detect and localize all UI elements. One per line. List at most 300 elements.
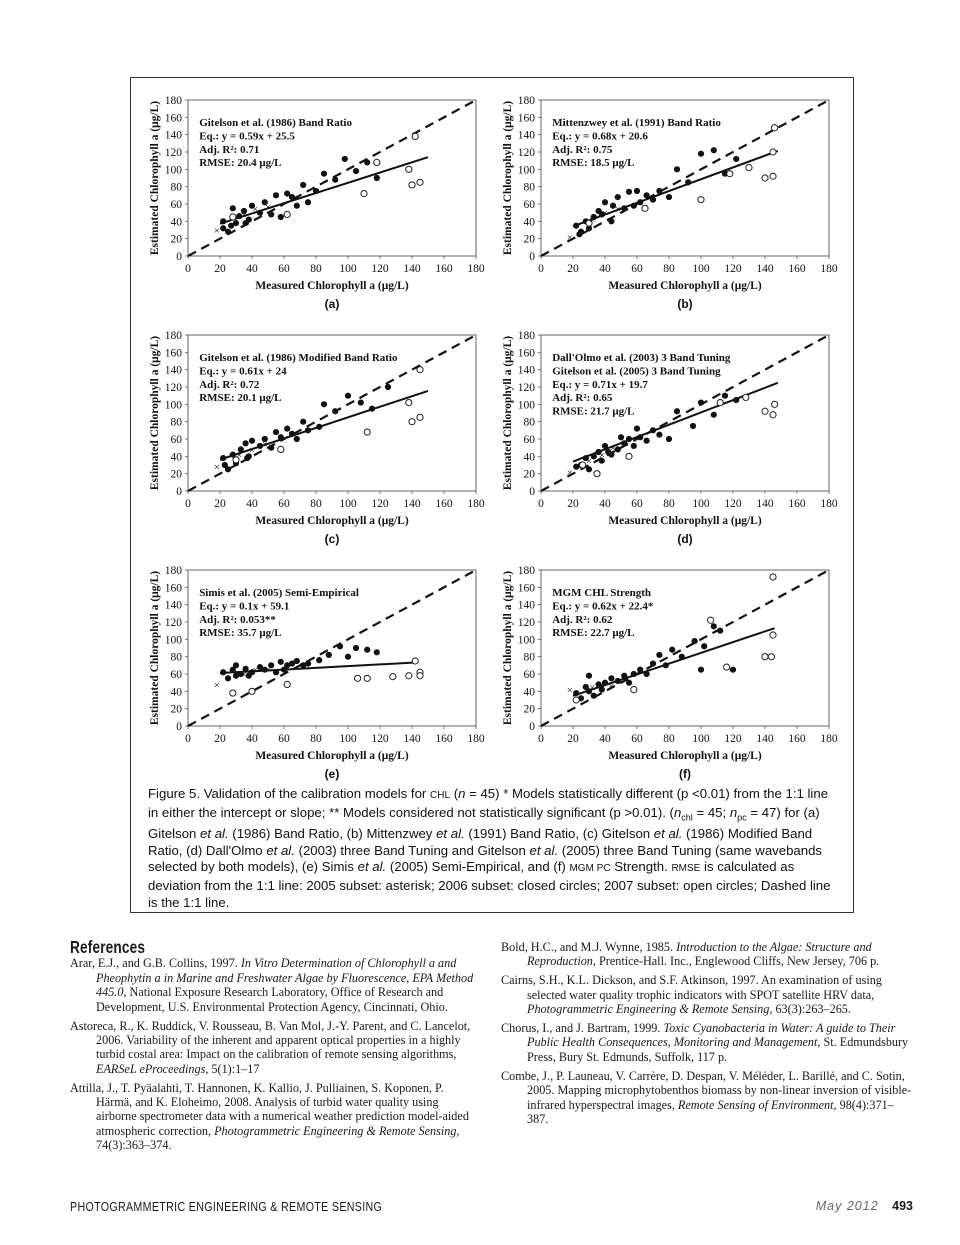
data-point-2006 bbox=[621, 205, 627, 211]
y-tick-label: 160 bbox=[164, 582, 182, 595]
data-point-2006 bbox=[631, 443, 637, 449]
model-annotation: Gitelson et al. (1986) Band Ratio bbox=[199, 117, 352, 129]
data-point-2005: × bbox=[589, 682, 596, 694]
x-tick-label: 60 bbox=[631, 263, 643, 275]
data-point-2006 bbox=[626, 680, 632, 686]
y-tick-label: 60 bbox=[523, 669, 535, 681]
panel-letter: (a) bbox=[324, 297, 340, 311]
data-point-2006 bbox=[281, 667, 287, 673]
data-point-2006 bbox=[685, 179, 691, 185]
data-point-2007 bbox=[724, 664, 730, 670]
data-point-2006 bbox=[300, 182, 306, 188]
data-point-2006 bbox=[316, 657, 322, 663]
reference-entry bbox=[501, 1069, 913, 1127]
data-point-2007 bbox=[573, 697, 579, 703]
scatter-plot bbox=[148, 562, 488, 790]
scatter-plot bbox=[148, 327, 488, 555]
references-heading: References bbox=[70, 937, 146, 957]
reference-text: Attilla, J., T. Pyäalahti, T. Hannonen, K. Kallio, J. Pulliainen, S. Koponen, P. Härmä, and K. Eloheimo, 2008. Analysis of turbid water quality using airborne spectrometer data with a numerical weather prediction model-aided atmospheric correction, bbox=[70, 1080, 469, 1138]
data-point-2006 bbox=[634, 426, 640, 432]
reference-entry bbox=[70, 1019, 482, 1077]
data-point-2006 bbox=[626, 189, 632, 195]
data-point-2005: × bbox=[240, 669, 248, 681]
x-axis-label: Measured Chlorophyll a (μg/L) bbox=[608, 750, 762, 762]
y-tick-label: 20 bbox=[170, 703, 182, 716]
y-tick-label: 60 bbox=[170, 434, 182, 446]
data-point-2006 bbox=[602, 443, 608, 449]
data-point-2006 bbox=[650, 197, 656, 203]
x-tick-label: 140 bbox=[756, 498, 774, 510]
reference-title: In Vitro Determination of Chlorophyll a and Pheophytin a in Marine and Freshwater Algae by Fluorescence, EPA Method 445.0 bbox=[96, 956, 474, 1000]
data-point-2006 bbox=[674, 408, 680, 414]
y-tick-label: 40 bbox=[523, 686, 535, 699]
data-point-2005: × bbox=[601, 207, 609, 220]
panel-letter: (f) bbox=[679, 767, 691, 781]
data-point-2006 bbox=[300, 419, 306, 425]
y-tick-label: 160 bbox=[517, 582, 535, 595]
model-annotation: Adj. R²: 0.053** bbox=[199, 613, 276, 626]
y-tick-label: 0 bbox=[529, 486, 535, 498]
mgm-pc-smallcaps: MGM PC bbox=[569, 863, 611, 875]
y-tick-label: 80 bbox=[170, 181, 182, 194]
data-point-2006 bbox=[722, 393, 728, 399]
x-tick-label: 80 bbox=[310, 263, 322, 275]
reference-text: , 74(3):363–374. bbox=[96, 1123, 460, 1153]
y-tick-label: 120 bbox=[517, 147, 535, 159]
x-tick-label: 120 bbox=[371, 263, 389, 275]
model-annotation: Mittenzwey et al. (1991) Band Ratio bbox=[552, 117, 721, 129]
chl-smallcaps: CHL bbox=[430, 790, 451, 801]
y-tick-label: 100 bbox=[517, 164, 535, 177]
caption-text: (1986) Band Ratio, (b) Mittenzwey bbox=[228, 826, 437, 842]
y-tick-label: 180 bbox=[517, 565, 535, 577]
data-point-2006 bbox=[637, 434, 643, 440]
y-tick-label: 40 bbox=[170, 451, 182, 464]
data-point-2005: × bbox=[264, 201, 272, 214]
y-tick-label: 140 bbox=[164, 364, 182, 377]
data-point-2007 bbox=[770, 412, 776, 418]
data-point-2007 bbox=[412, 133, 418, 139]
scatter-plot bbox=[501, 562, 841, 790]
caption-text: ( bbox=[453, 786, 459, 801]
model-annotation: Adj. R²: 0.65 bbox=[552, 392, 613, 405]
data-point-2007 bbox=[772, 401, 778, 407]
data-point-2006 bbox=[711, 147, 717, 153]
y-tick-label: 20 bbox=[170, 233, 182, 246]
x-tick-label: 0 bbox=[185, 263, 191, 275]
y-tick-label: 120 bbox=[517, 617, 535, 629]
x-tick-label: 40 bbox=[246, 733, 258, 745]
data-point-2006 bbox=[289, 431, 295, 437]
caption-text: (2005) three Band Tuning (same wavebands selected by both models), (e) Simis bbox=[148, 842, 823, 875]
data-point-2005: × bbox=[589, 214, 596, 227]
model-annotation: RMSE: 21.7 μg/L bbox=[552, 405, 635, 418]
data-point-2005: × bbox=[598, 449, 605, 462]
scatter-plot bbox=[148, 92, 488, 320]
data-point-2006 bbox=[305, 427, 311, 433]
x-tick-label: 160 bbox=[788, 733, 806, 745]
x-tick-label: 120 bbox=[724, 263, 742, 275]
model-annotation: Eq.: y = 0.59x + 25.5 bbox=[199, 130, 295, 143]
data-point-2007 bbox=[417, 367, 423, 373]
x-tick-label: 160 bbox=[435, 498, 453, 510]
scatter-plot bbox=[501, 92, 841, 320]
caption-italic: n bbox=[729, 804, 738, 820]
data-point-2006 bbox=[602, 199, 608, 205]
reference-title: Photogrammetric Engineering & Remote Sensing bbox=[527, 1002, 770, 1017]
reference-text: , National Exposure Research Laboratory, Office of Research and Development, U.S. Environmental Protection Agency, Cincinnati, Ohio. bbox=[96, 985, 448, 1014]
data-point-2005: × bbox=[566, 231, 573, 244]
reference-text: Chorus, I., and J. Bartram, 1999. bbox=[501, 1021, 664, 1036]
model-annotation: RMSE: 35.7 μg/L bbox=[199, 627, 282, 640]
data-point-2006 bbox=[626, 436, 632, 442]
data-point-2006 bbox=[692, 638, 698, 644]
x-tick-label: 0 bbox=[185, 498, 191, 510]
y-tick-label: 0 bbox=[529, 251, 535, 263]
y-tick-label: 80 bbox=[170, 416, 182, 429]
reference-text: Astoreca, R., K. Ruddick, V. Rousseau, B. Van Mol, J.-Y. Parent, and C. Lancelot, 2006. Variability of the inherent and apparent optical properties in a highly turbid costal area: Impact on the calibration of remote sensing algorithms, bbox=[70, 1018, 471, 1062]
x-tick-label: 180 bbox=[467, 733, 485, 745]
y-tick-label: 20 bbox=[523, 233, 535, 246]
data-point-2006 bbox=[353, 168, 359, 174]
data-point-2007 bbox=[417, 673, 423, 679]
data-point-2006 bbox=[294, 203, 300, 209]
reference-entry bbox=[70, 956, 482, 1014]
data-point-2006 bbox=[364, 159, 370, 165]
x-tick-label: 0 bbox=[538, 733, 544, 745]
data-point-2006 bbox=[717, 628, 723, 634]
figure-5 bbox=[130, 77, 854, 913]
x-tick-label: 120 bbox=[724, 498, 742, 510]
data-point-2006 bbox=[637, 199, 643, 205]
y-tick-label: 180 bbox=[164, 95, 182, 107]
data-point-2006 bbox=[345, 654, 351, 660]
data-point-2007 bbox=[642, 205, 648, 211]
data-point-2006 bbox=[273, 192, 279, 198]
x-tick-label: 80 bbox=[663, 263, 675, 275]
data-point-2006 bbox=[631, 671, 637, 677]
data-point-2005: × bbox=[213, 679, 220, 692]
y-tick-label: 120 bbox=[517, 382, 535, 394]
data-point-2006 bbox=[332, 408, 338, 414]
x-axis-label: Measured Chlorophyll a (μg/L) bbox=[608, 280, 762, 292]
x-axis-label: Measured Chlorophyll a (μg/L) bbox=[608, 515, 762, 527]
x-tick-label: 180 bbox=[820, 263, 838, 275]
model-annotation: RMSE: 20.4 μg/L bbox=[199, 157, 282, 170]
panel-letter: (b) bbox=[677, 297, 693, 311]
x-tick-label: 0 bbox=[538, 498, 544, 510]
data-point-2006 bbox=[243, 440, 249, 446]
data-point-2005: × bbox=[264, 663, 272, 676]
reference-title: Photogrammetric Engineering & Remote Sensing bbox=[214, 1123, 457, 1138]
reference-text: , 63(3):263–265. bbox=[769, 1002, 851, 1017]
data-point-2005: × bbox=[585, 455, 593, 468]
data-point-2007 bbox=[762, 408, 768, 414]
data-point-2006 bbox=[573, 223, 579, 229]
page-footer bbox=[816, 1199, 913, 1213]
reference-list bbox=[70, 956, 482, 1152]
data-point-2006 bbox=[220, 669, 226, 675]
data-point-2006 bbox=[576, 231, 582, 237]
data-point-2006 bbox=[337, 643, 343, 649]
x-tick-label: 140 bbox=[756, 263, 774, 275]
x-tick-label: 40 bbox=[599, 263, 611, 275]
data-point-2006 bbox=[663, 662, 669, 668]
caption-sub: chl bbox=[681, 812, 693, 823]
caption-text: Validation of the calibration models for bbox=[203, 786, 427, 801]
data-point-2007 bbox=[409, 419, 415, 425]
data-point-2007 bbox=[364, 675, 370, 681]
data-point-2006 bbox=[656, 188, 662, 194]
y-tick-label: 40 bbox=[170, 216, 182, 229]
data-point-2006 bbox=[608, 218, 614, 224]
x-tick-label: 80 bbox=[663, 733, 675, 745]
data-point-2007 bbox=[230, 214, 236, 220]
data-point-2006 bbox=[230, 205, 236, 211]
y-tick-label: 80 bbox=[523, 181, 535, 194]
model-annotation: Gitelson et al. (2005) 3 Band Tuning bbox=[552, 365, 721, 378]
x-tick-label: 120 bbox=[724, 733, 742, 745]
y-tick-label: 80 bbox=[170, 651, 182, 664]
data-point-2006 bbox=[669, 647, 675, 653]
y-tick-label: 140 bbox=[164, 599, 182, 612]
caption-text: = 47) for (a) Gitelson bbox=[148, 804, 820, 842]
data-point-2006 bbox=[733, 397, 739, 403]
model-annotation: Eq.: y = 0.68x + 20.6 bbox=[552, 130, 648, 143]
data-point-2006 bbox=[284, 426, 290, 432]
y-tick-label: 120 bbox=[164, 617, 182, 629]
data-point-2007 bbox=[230, 690, 236, 696]
x-tick-label: 60 bbox=[631, 733, 643, 745]
x-tick-label: 180 bbox=[820, 733, 838, 745]
data-point-2006 bbox=[278, 434, 284, 440]
data-point-2006 bbox=[294, 436, 300, 442]
data-point-2006 bbox=[220, 225, 226, 231]
model-annotation: Adj. R²: 0.62 bbox=[552, 613, 613, 626]
data-point-2006 bbox=[618, 434, 624, 440]
data-point-2007 bbox=[406, 400, 412, 406]
chart-panel-d bbox=[501, 327, 841, 555]
reference-text: , St. Edmundsbury Press, Bury St. Edmunds, Suffolk, 117 p. bbox=[527, 1035, 909, 1064]
x-axis-label: Measured Chlorophyll a (μg/L) bbox=[255, 280, 409, 292]
data-point-2007 bbox=[355, 675, 361, 681]
caption-italic: n bbox=[673, 804, 682, 820]
data-point-2006 bbox=[690, 423, 696, 429]
y-tick-label: 160 bbox=[164, 347, 182, 360]
model-annotation: MGM CHL Strength bbox=[552, 587, 651, 599]
data-point-2006 bbox=[305, 199, 311, 205]
data-point-2006 bbox=[321, 171, 327, 177]
data-point-2006 bbox=[313, 188, 319, 194]
reference-text: Bold, H.C., and M.J. Wynne, 1985. bbox=[501, 940, 677, 954]
data-point-2006 bbox=[637, 667, 643, 673]
data-point-2005: × bbox=[566, 684, 573, 697]
x-tick-label: 180 bbox=[467, 498, 485, 510]
reference-entry bbox=[70, 1081, 482, 1153]
data-point-2007 bbox=[390, 674, 396, 680]
data-point-2007 bbox=[406, 673, 412, 679]
caption-italic: et al. bbox=[653, 826, 683, 842]
y-tick-label: 0 bbox=[529, 721, 535, 733]
caption-text: (1986) Modified Band Ratio, (d) Dall'Olmo bbox=[148, 826, 813, 858]
x-tick-label: 140 bbox=[756, 733, 774, 745]
y-tick-label: 180 bbox=[164, 330, 182, 342]
data-point-2006 bbox=[249, 438, 255, 444]
data-point-2007 bbox=[770, 149, 776, 155]
x-tick-label: 20 bbox=[567, 733, 579, 745]
x-tick-label: 180 bbox=[467, 263, 485, 275]
panel-letter: (e) bbox=[324, 767, 340, 781]
data-point-2005: × bbox=[598, 679, 605, 692]
reference-text: Combe, J., P. Launeau, V. Carrère, D. Despan, V. Méléder, L. Barillé, and C. Sotin, 2005. Mapping microphytobenthos biomass by non-linear inversion of visible-infrared hyperspectral images, bbox=[501, 1068, 912, 1112]
y-tick-label: 140 bbox=[517, 129, 535, 142]
model-annotation: RMSE: 18.5 μg/L bbox=[552, 157, 635, 170]
y-tick-label: 100 bbox=[517, 634, 535, 647]
data-point-2007 bbox=[743, 394, 749, 400]
data-point-2007 bbox=[278, 446, 284, 452]
data-point-2006 bbox=[634, 188, 640, 194]
x-tick-label: 20 bbox=[567, 498, 579, 510]
reference-text: , 5(1):1–17 bbox=[205, 1061, 260, 1076]
model-annotation: Dall'Olmo et al. (2003) 3 Band Tuning bbox=[552, 352, 731, 364]
data-point-2006 bbox=[730, 667, 736, 673]
references-right-column bbox=[501, 940, 913, 1131]
data-point-2006 bbox=[631, 203, 637, 209]
panel-letter: (d) bbox=[677, 532, 693, 546]
reference-title: EARSeL eProceedings bbox=[96, 1061, 206, 1076]
data-point-2005: × bbox=[261, 438, 268, 451]
x-tick-label: 40 bbox=[246, 263, 258, 275]
y-axis-label: Estimated Chlorophyll a (μg/L) bbox=[502, 335, 514, 491]
figure-caption bbox=[148, 786, 838, 912]
data-point-2007 bbox=[417, 414, 423, 420]
data-point-2006 bbox=[353, 645, 359, 651]
x-tick-label: 180 bbox=[820, 498, 838, 510]
data-point-2006 bbox=[321, 401, 327, 407]
x-tick-label: 100 bbox=[339, 498, 357, 510]
caption-italic: et al. bbox=[529, 842, 559, 858]
model-annotation: Eq.: y = 0.61x + 24 bbox=[199, 365, 287, 378]
model-annotation: Eq.: y = 0.1x + 59.1 bbox=[199, 600, 290, 613]
y-tick-label: 100 bbox=[517, 399, 535, 412]
x-tick-label: 60 bbox=[278, 263, 290, 275]
caption-text: Strength. bbox=[614, 859, 668, 875]
x-tick-label: 80 bbox=[310, 733, 322, 745]
data-point-2007 bbox=[762, 175, 768, 181]
data-point-2006 bbox=[294, 658, 300, 664]
y-tick-label: 140 bbox=[164, 129, 182, 142]
data-point-2006 bbox=[650, 427, 656, 433]
data-point-2007 bbox=[717, 400, 723, 406]
x-tick-label: 100 bbox=[339, 733, 357, 745]
data-point-2006 bbox=[220, 218, 226, 224]
data-point-2006 bbox=[644, 192, 650, 198]
caption-text: (2003) three Band Tuning and Gitelson bbox=[294, 842, 530, 858]
chart-panel-f bbox=[501, 562, 841, 790]
model-annotation: Gitelson et al. (1986) Modified Band Ratio bbox=[199, 352, 398, 364]
data-point-2007 bbox=[249, 688, 255, 694]
data-point-2006 bbox=[332, 177, 338, 183]
data-point-2006 bbox=[698, 667, 704, 673]
x-tick-label: 20 bbox=[214, 733, 226, 745]
reference-text: , Prentice-Hall. Inc., Englewood Cliffs, New Jersey, 706 p. bbox=[592, 954, 880, 969]
y-tick-label: 140 bbox=[517, 599, 535, 612]
caption-text: (2005) Semi-Empirical, and (f) bbox=[386, 859, 566, 875]
y-tick-label: 180 bbox=[164, 565, 182, 577]
x-tick-label: 160 bbox=[435, 263, 453, 275]
x-tick-label: 100 bbox=[692, 733, 710, 745]
data-point-2006 bbox=[621, 440, 627, 446]
data-point-2006 bbox=[650, 661, 656, 667]
data-point-2006 bbox=[586, 673, 592, 679]
data-point-2006 bbox=[698, 400, 704, 406]
caption-text: = 45) * Models statistically different (p <0.01) from the 1:1 line in either the intercept or slope; ** Models considered not statistically significant (p >0.01). ( bbox=[148, 786, 829, 820]
page-number: 493 bbox=[892, 1199, 913, 1213]
data-point-2006 bbox=[289, 194, 295, 200]
scatter-plot bbox=[501, 327, 841, 555]
panel-letter: (c) bbox=[324, 532, 340, 546]
x-tick-label: 100 bbox=[692, 263, 710, 275]
data-point-2007 bbox=[409, 182, 415, 188]
y-tick-label: 20 bbox=[170, 468, 182, 481]
x-tick-label: 160 bbox=[435, 733, 453, 745]
data-point-2007 bbox=[746, 165, 752, 171]
data-point-2006 bbox=[615, 194, 621, 200]
x-tick-label: 120 bbox=[371, 733, 389, 745]
data-point-2005: × bbox=[609, 442, 617, 455]
y-tick-label: 60 bbox=[170, 199, 182, 211]
data-point-2006 bbox=[268, 445, 274, 451]
data-point-2006 bbox=[644, 671, 650, 677]
y-tick-label: 20 bbox=[523, 703, 535, 716]
y-tick-label: 180 bbox=[517, 330, 535, 342]
chart-panel-b bbox=[501, 92, 841, 320]
x-tick-label: 0 bbox=[538, 263, 544, 275]
data-point-2007 bbox=[631, 687, 637, 693]
data-point-2006 bbox=[644, 438, 650, 444]
data-point-2006 bbox=[222, 462, 228, 468]
data-point-2005: × bbox=[240, 209, 248, 222]
reference-list bbox=[501, 940, 913, 1126]
x-tick-label: 140 bbox=[403, 498, 421, 510]
data-point-2007 bbox=[417, 179, 423, 185]
y-tick-label: 60 bbox=[170, 669, 182, 681]
data-point-2007 bbox=[698, 197, 704, 203]
x-tick-label: 140 bbox=[403, 263, 421, 275]
model-annotation: Eq.: y = 0.62x + 22.4* bbox=[552, 600, 654, 613]
data-point-2007 bbox=[580, 462, 586, 468]
data-point-2007 bbox=[762, 654, 768, 660]
y-tick-label: 40 bbox=[523, 451, 535, 464]
reference-title: Introduction to the Algae: Structure and Reproduction bbox=[527, 940, 872, 969]
x-tick-label: 20 bbox=[214, 498, 226, 510]
reference-text: Cairns, S.H., K.L. Dickson, and S.F. Atkinson, 1997. An examination of using selected water quality trophic indicators with SPOT satellite HRV data, bbox=[501, 973, 882, 1002]
data-point-2006 bbox=[698, 151, 704, 157]
data-point-2006 bbox=[621, 673, 627, 679]
data-point-2007 bbox=[772, 125, 778, 131]
data-point-2006 bbox=[711, 412, 717, 418]
data-point-2005: × bbox=[566, 466, 573, 479]
data-point-2005: × bbox=[213, 461, 220, 474]
y-axis-label: Estimated Chlorophyll a (μg/L) bbox=[502, 100, 514, 256]
data-point-2006 bbox=[733, 156, 739, 162]
data-point-2006 bbox=[374, 175, 380, 181]
data-point-2007 bbox=[768, 654, 774, 660]
data-point-2005: × bbox=[608, 680, 615, 693]
data-point-2006 bbox=[316, 424, 322, 430]
reference-entry bbox=[501, 940, 913, 969]
chart-panel-a bbox=[148, 92, 488, 320]
